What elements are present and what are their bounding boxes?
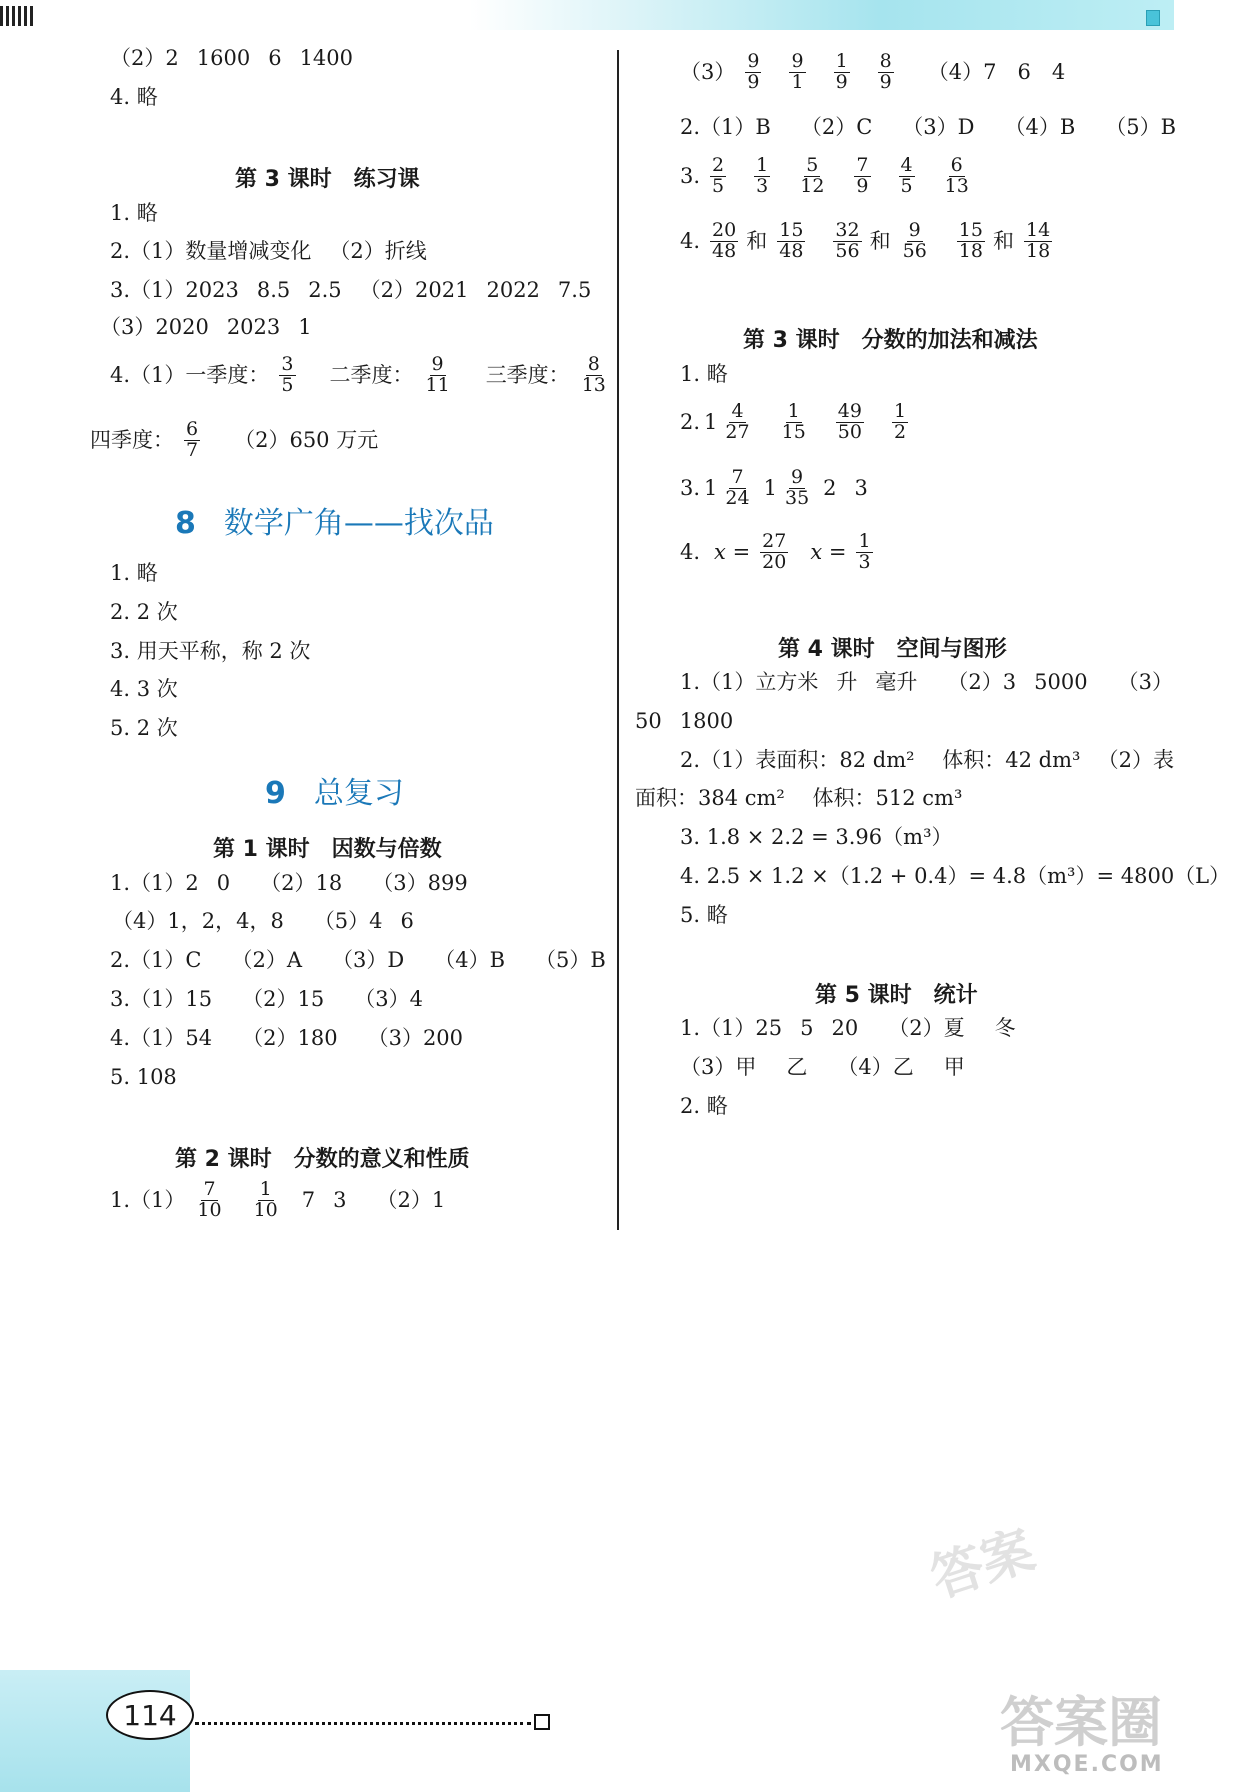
corner-square-icon bbox=[1146, 10, 1160, 26]
answer-line: 2.（1）B （2）C （3）D （4）B （5）B bbox=[680, 115, 1177, 139]
answer-line: 5. 2 次 bbox=[110, 716, 178, 740]
dotted-leader bbox=[195, 1722, 531, 1725]
answer-line: 4. 3 次 bbox=[110, 677, 178, 701]
fraction: $\frac{15}{48}$ bbox=[779, 219, 804, 262]
watermark-logo: 答案圈 bbox=[1000, 1691, 1162, 1754]
fraction: $\frac{9}{1}$ bbox=[791, 50, 804, 93]
page-footer bbox=[0, 1640, 1174, 1792]
chapter-title: 8 数学广角——找次品 bbox=[175, 506, 494, 541]
answer-line: 4.（1）一季度： $\frac{3}{5}$ 二季度： $\frac{9}{11}$ 三季度： $\frac{8}{13}$ bbox=[110, 355, 616, 396]
answer-line: 2. 略 bbox=[680, 1094, 728, 1118]
answer-line: 1.（1）2 0 （2）18 （3）899 bbox=[110, 871, 468, 895]
fraction: $\frac{9}{11}$ bbox=[425, 353, 450, 396]
fraction: $\frac{15}{18}$ bbox=[958, 219, 983, 262]
mixed-number: 1 $\frac{7}{24}$ bbox=[704, 466, 750, 509]
answer-line: 3. 1 $\frac{7}{24}$ 1 $\frac{9}{35}$ 2 3 bbox=[680, 466, 868, 509]
fraction: $\frac{4}{27}$ bbox=[725, 400, 750, 443]
answer-line: 1. 略 bbox=[110, 201, 158, 225]
fraction: $\frac{1}{15}$ bbox=[781, 400, 806, 443]
fraction: $\frac{7}{10}$ bbox=[197, 1178, 222, 1221]
answer-line: 50 1800 bbox=[635, 709, 734, 733]
answer-line: 2.（1）C （2）A （3）D （4）B （5）B bbox=[110, 948, 606, 972]
fraction: $\frac{32}{56}$ bbox=[835, 219, 860, 262]
fraction: $\frac{14}{18}$ bbox=[1025, 219, 1051, 262]
fraction: $\frac{1}{9}$ bbox=[835, 50, 848, 93]
fraction: $\frac{3}{5}$ bbox=[281, 353, 294, 396]
answer-line: （4）1，2，4，8 （5）4 6 bbox=[112, 909, 414, 933]
lesson-title: 第 2 课时 分数的意义和性质 bbox=[175, 1147, 470, 1172]
fraction: $\frac{27}{20}$ bbox=[762, 530, 787, 573]
watermark-faint: 答案 bbox=[924, 1520, 1042, 1610]
answer-line: 2. 1 $\frac{4}{27}$ $\frac{1}{15}$ $\frac{49}{50}$ $\frac{1}{2}$ bbox=[680, 402, 916, 443]
column-divider bbox=[617, 50, 619, 1230]
watermark-url: MXQE.COM bbox=[1010, 1752, 1164, 1777]
fraction: $\frac{1}{2}$ bbox=[893, 400, 907, 443]
fraction: $\frac{8}{13}$ bbox=[581, 353, 606, 396]
answer-line: 3. 用天平称，称 2 次 bbox=[110, 639, 311, 663]
answer-line: 4. x = $\frac{27}{20}$ x = $\frac{1}{3}$ bbox=[680, 532, 881, 573]
square-icon bbox=[534, 1714, 550, 1730]
answer-line: 4. 2.5 × 1.2 ×（1.2 + 0.4）= 4.8（m³）= 4800（L） bbox=[680, 864, 1231, 888]
fraction: $\frac{4}{5}$ bbox=[900, 154, 913, 197]
fraction: $\frac{8}{9}$ bbox=[879, 50, 892, 93]
answer-line: 3.（1）2023 8.5 2.5 （2）2021 2022 7.5 bbox=[110, 278, 592, 302]
fraction: $\frac{20}{48}$ bbox=[712, 219, 737, 262]
fraction: $\frac{1}{3}$ bbox=[756, 154, 769, 197]
answer-line: （3）甲 乙 （4）乙 甲 bbox=[680, 1055, 965, 1079]
lesson-title: 第 3 课时 练习课 bbox=[235, 167, 420, 192]
answer-line: 面积：384 cm² 体积：512 cm³ bbox=[635, 786, 963, 810]
answer-line: 1.（1） $\frac{7}{10}$ $\frac{1}{10}$ 7 3 （2）1 bbox=[110, 1178, 446, 1221]
mixed-number: 1 $\frac{9}{35}$ bbox=[763, 466, 810, 509]
answer-line: 2.（1）数量增减变化 （2）折线 bbox=[110, 239, 427, 263]
answer-line: 1. 略 bbox=[110, 561, 158, 585]
fraction: $\frac{5}{12}$ bbox=[800, 154, 825, 197]
fraction: $\frac{9}{9}$ bbox=[747, 50, 760, 93]
answer-line: 3. 1.8 × 2.2 = 3.96（m³） bbox=[680, 825, 953, 849]
answer-line: 5. 108 bbox=[110, 1065, 177, 1089]
answer-line: 2.（1）表面积：82 dm² 体积：42 dm³ （2）表 bbox=[680, 748, 1174, 772]
answer-line: （3）2020 2023 1 bbox=[100, 315, 312, 339]
fraction: $\frac{1}{3}$ bbox=[858, 530, 871, 573]
fraction: $\frac{6}{13}$ bbox=[944, 154, 969, 197]
barcode-mark bbox=[0, 6, 33, 26]
answer-line: 2. 2 次 bbox=[110, 600, 178, 624]
lesson-title: 第 4 课时 空间与图形 bbox=[778, 637, 1007, 662]
fraction: $\frac{49}{50}$ bbox=[837, 400, 862, 443]
fraction: $\frac{7}{9}$ bbox=[856, 154, 869, 197]
answer-line: 1.（1）立方米 升 毫升 （2）3 5000 （3） bbox=[680, 670, 1173, 694]
lesson-title: 第 5 课时 统计 bbox=[815, 983, 978, 1008]
answer-line: 3. $\frac{2}{5}$ $\frac{1}{3}$ $\frac{5}{12}$ $\frac{7}{9}$ $\frac{4}{5}$ $\frac{6}{13}$ bbox=[680, 156, 979, 197]
header-strip bbox=[0, 0, 1174, 30]
lesson-title: 第 1 课时 因数与倍数 bbox=[213, 837, 442, 862]
answer-line: 1.（1）25 5 20 （2）夏 冬 bbox=[680, 1016, 1016, 1040]
answer-line: 1. 略 bbox=[680, 362, 728, 386]
fraction: $\frac{6}{7}$ bbox=[186, 418, 199, 461]
page-number: 114 bbox=[106, 1690, 194, 1740]
chapter-title: 9 总复习 bbox=[265, 776, 404, 811]
answer-line: （3） $\frac{9}{9}$ $\frac{9}{1}$ $\frac{1}{9}$ $\frac{8}{9}$ （4）7 6 4 bbox=[680, 50, 1066, 93]
lesson-title: 第 3 课时 分数的加法和减法 bbox=[743, 328, 1038, 353]
answer-line: 4. $\frac{20}{48}$ 和 $\frac{15}{48}$ $\frac{32}{56}$ 和 $\frac{9}{56}$ $\frac{15}{18}$ 和 $\frac{14}{18}$ bbox=[680, 221, 1060, 262]
answer-line: 4.（1）54 （2）180 （3）200 bbox=[110, 1026, 464, 1050]
answer-line: （2）2 1600 6 1400 bbox=[110, 46, 354, 70]
answer-line: 3.（1）15 （2）15 （3）4 bbox=[110, 987, 423, 1011]
answer-line: 5. 略 bbox=[680, 903, 728, 927]
answer-line: 4. 略 bbox=[110, 85, 158, 109]
answer-line: 四季度： $\frac{6}{7}$ （2）650 万元 bbox=[90, 418, 379, 461]
fraction: $\frac{1}{10}$ bbox=[253, 1178, 278, 1221]
fraction: $\frac{2}{5}$ bbox=[712, 154, 725, 197]
fraction: $\frac{9}{56}$ bbox=[902, 219, 927, 262]
